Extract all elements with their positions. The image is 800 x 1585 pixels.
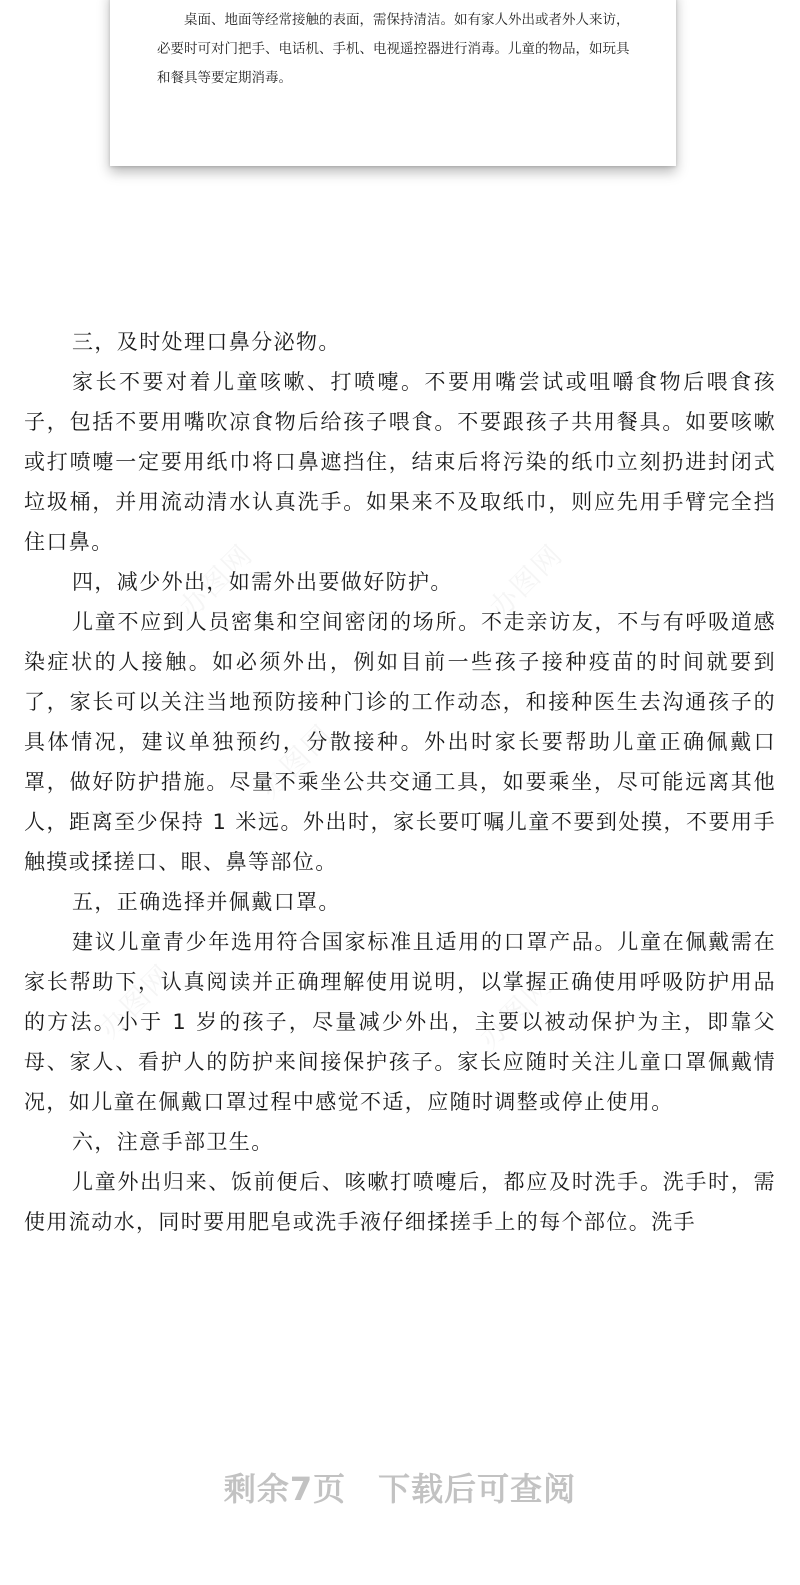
section-heading-4: 四，减少外出，如需外出要做好防护。 [72, 570, 453, 594]
section-heading-5: 五，正确选择并佩戴口罩。 [72, 890, 341, 914]
download-hint-label[interactable]: 下载后可查阅 [378, 1470, 577, 1508]
section-heading-3: 三，及时处理口鼻分泌物。 [72, 330, 341, 354]
paragraph: 儿童不应到人员密集和空间密闭的场所。不走亲访友，不与有呼吸道感染症状的人接触。如必须外出，例如目前一些孩子接种疫苗的时间就要到了，家长可以关注当地预防接种门诊的工作动态，和接种医生去沟通孩子的具体情况，建议单独预约，分散接种。外出时家长要帮助儿童正确佩戴口罩，做好防护措施。尽量不乘坐公共交通工具，如要乘坐，尽可能远离其他人，距离至少保持 1 米远。外出时，家长要叮嘱儿童不要到处摸，不要用手触摸或揉搓口、眼、鼻等部位。 [24, 610, 776, 874]
paragraph: 儿童外出归来、饭前便后、咳嗽打喷嚏后，都应及时洗手。洗手时，需使用流动水，同时要用肥皂或洗手液仔细揉搓手上的每个部位。洗手 [24, 1170, 776, 1234]
download-prompt[interactable] [0, 1464, 800, 1510]
section-heading-6: 六，注意手部卫生。 [72, 1130, 274, 1154]
paragraph: 家长不要对着儿童咳嗽、打喷嚏。不要用嘴尝试或咀嚼食物后喂食孩子，包括不要用嘴吹凉食物后给孩子喂食。不要跟孩子共用餐具。如要咳嗽或打喷嚏一定要用纸巾将口鼻遮挡住，结束后将污染的纸巾立刻扔进封闭式垃圾桶，并用流动清水认真洗手。如果来不及取纸巾，则应先用手臂完全挡住口鼻。 [24, 370, 776, 554]
preview-page-card [110, 0, 676, 166]
watermark-text: 办图网 [92, 957, 180, 1045]
remaining-pages-label[interactable]: 剩余7页 [223, 1470, 347, 1508]
preview-page-text: 桌面、地面等经常接触的表面，需保持清洁。如有家人外出或者外人来访，必要时可对门把手、电话机、手机、电视遥控器进行消毒。儿童的物品，如玩具和餐具等要定期消毒。 [157, 12, 630, 86]
watermark-text: 办图网 [482, 537, 570, 625]
article-body [24, 322, 776, 1242]
watermark-text: 办图网 [252, 717, 340, 805]
paragraph: 建议儿童青少年选用符合国家标准且适用的口罩产品。儿童在佩戴需在家长帮助下，认真阅读并正确理解使用说明，以掌握正确使用呼吸防护用品的方法。小于 1 岁的孩子，尽量减少外出，主要以被动保护为主，即靠父母、家人、看护人的防护来间接保护孩子。家长应随时关注儿童口罩佩戴情况，如儿童在佩戴口罩过程中感觉不适，应随时调整或停止使用。 [24, 930, 776, 1114]
watermark-text: 办图网 [172, 537, 260, 625]
watermark-text: 办图网 [472, 967, 560, 1055]
